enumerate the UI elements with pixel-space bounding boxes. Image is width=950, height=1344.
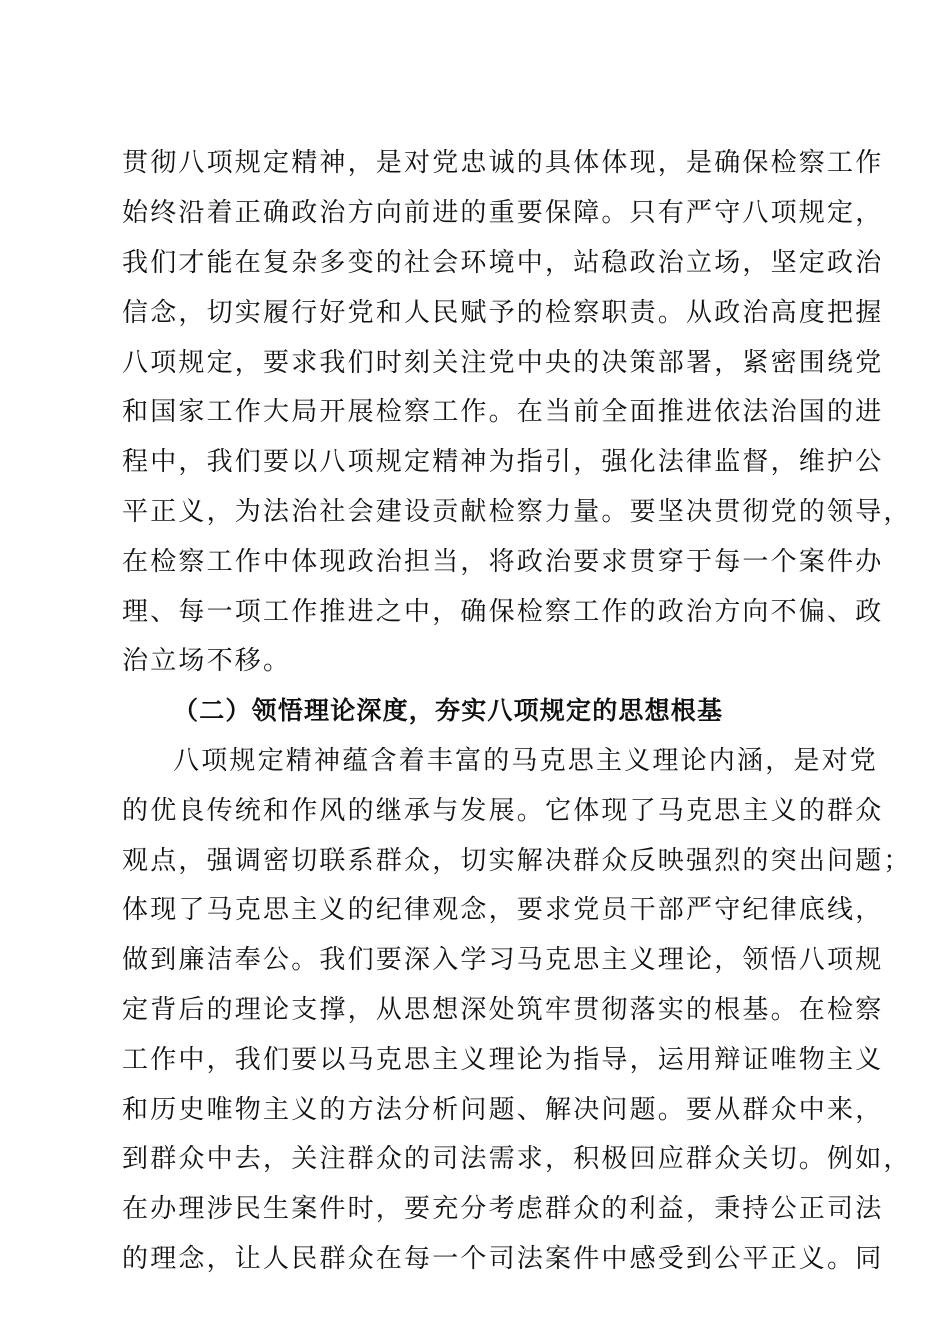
paragraph-1-line-2: 始终沿着正确政治方向前进的重要保障。只有严守八项规定， xyxy=(122,198,884,228)
paragraph-2-line-2: 的优良传统和作风的继承与发展。它体现了马克思主义的群众 xyxy=(122,796,884,826)
paragraph-2-line-4: 体现了马克思主义的纪律观念，要求党员干部严守纪律底线， xyxy=(122,895,884,925)
paragraph-1-line-5: 八项规定，要求我们时刻关注党中央的决策部署，紧密围绕党 xyxy=(122,348,884,378)
paragraph-1-line-8: 平正义，为法治社会建设贡献检察力量。要坚决贯彻党的领导， xyxy=(122,497,912,527)
paragraph-1-line-9: 在检察工作中体现政治担当，将政治要求贯穿于每一个案件办 xyxy=(122,547,884,577)
paragraph-1-line-3: 我们才能在复杂多变的社会环境中，站稳政治立场，坚定政治 xyxy=(122,248,884,278)
paragraph-1-line-10: 理、每一项工作推进之中，确保检察工作的政治方向不偏、政 xyxy=(122,597,884,627)
paragraph-1-line-6: 和国家工作大局开展检察工作。在当前全面推进依法治国的进 xyxy=(122,397,884,427)
paragraph-2-line-11: 的理念，让人民群众在每一个司法案件中感受到公平正义。同 xyxy=(122,1244,884,1274)
paragraph-2-line-10: 在办理涉民生案件时，要充分考虑群众的利益，秉持公正司法 xyxy=(122,1194,884,1224)
paragraph-2-line-9: 到群众中去，关注群众的司法需求，积极回应群众关切。例如， xyxy=(122,1144,912,1174)
paragraph-2-line-1: 八项规定精神蕴含着丰富的马克思主义理论内涵，是对党 xyxy=(173,746,879,776)
section-heading-2: （二）领悟理论深度，夯实八项规定的思想根基 xyxy=(173,696,724,725)
paragraph-1-line-4: 信念，切实履行好党和人民赋予的检察职责。从政治高度把握 xyxy=(122,298,884,328)
paragraph-2-line-5: 做到廉洁奉公。我们要深入学习马克思主义理论，领悟八项规 xyxy=(122,945,884,975)
paragraph-2-line-6: 定背后的理论支撑，从思想深处筑牢贯彻落实的根基。在检察 xyxy=(122,995,884,1025)
paragraph-1-line-7: 程中，我们要以八项规定精神为指引，强化法律监督，维护公 xyxy=(122,447,884,477)
paragraph-1-line-11: 治立场不移。 xyxy=(122,646,292,676)
paragraph-2-line-8: 和历史唯物主义的方法分析问题、解决问题。要从群众中来， xyxy=(122,1095,884,1125)
paragraph-2-line-3: 观点，强调密切联系群众，切实解决群众反映强烈的突出问题； xyxy=(122,846,912,876)
paragraph-2-line-7: 工作中，我们要以马克思主义理论为指导，运用辩证唯物主义 xyxy=(122,1045,884,1075)
paragraph-1-line-1: 贯彻八项规定精神，是对党忠诚的具体体现，是确保检察工作 xyxy=(122,148,884,178)
